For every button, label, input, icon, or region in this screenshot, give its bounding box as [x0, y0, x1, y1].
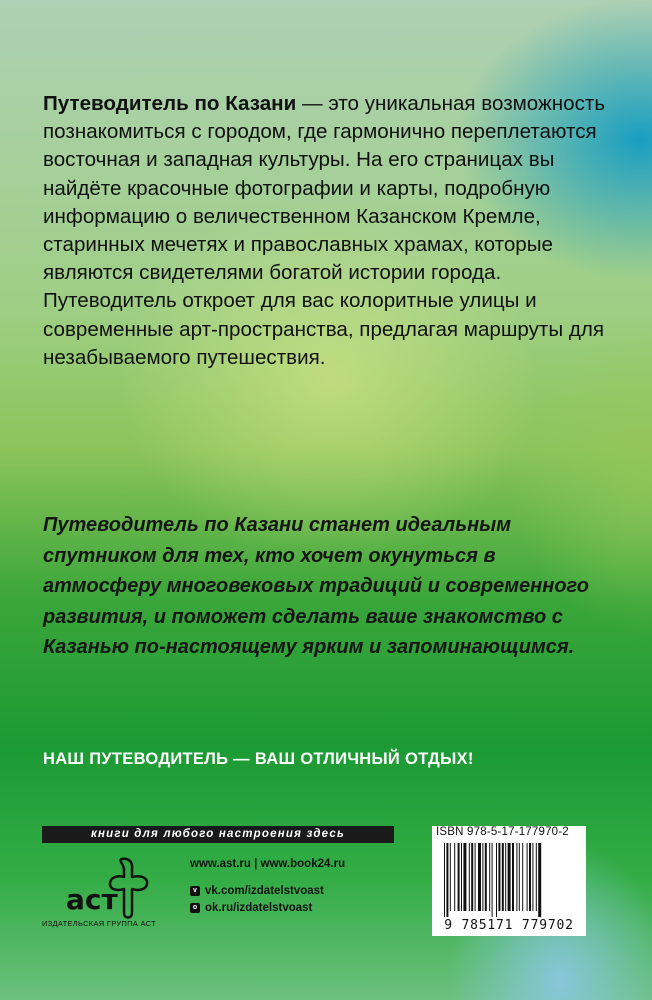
barcode-bar	[512, 843, 514, 911]
vk-icon: v	[190, 886, 200, 896]
barcode-bar	[492, 843, 493, 917]
barcode-bar	[519, 843, 520, 911]
barcode-bar	[505, 843, 506, 911]
barcode-bar	[461, 843, 462, 911]
tagline-bar: книги для любого настроения здесь	[42, 826, 394, 843]
slogan: НАШ ПУТЕВОДИТЕЛЬ — ВАШ ОТЛИЧНЫЙ ОТДЫХ!	[43, 750, 474, 768]
barcode-bar	[502, 843, 504, 911]
barcode-bar	[498, 843, 500, 911]
barcode-bar	[446, 843, 448, 917]
barcode-bar	[508, 843, 511, 911]
intro-text: — это уникальная возможность познакомиться с городом, где гармонично переплетаются восточная и западная культуры. На его страницах вы найдёте красочные фотографии и карты, подробную информацию о величественном Казанском Кремле, старинных мечетях и православных храмах, которые являются свидетелями богатой истории города. Путеводитель откроет для вас колоритные улицы и современные арт-пространства, предлагая маршруты для незабываемого путешествия.	[43, 92, 606, 369]
barcode-bar	[529, 843, 531, 911]
ok-link-text: ok.ru/izdatelstvoast	[205, 901, 313, 914]
barcode-bar	[489, 843, 490, 911]
ok-link[interactable]	[190, 899, 345, 916]
website-links[interactable]: www.ast.ru | www.book24.ru	[190, 858, 346, 870]
ok-icon: o	[190, 903, 200, 913]
barcode-bar	[458, 843, 460, 911]
barcode-bar	[538, 843, 541, 917]
publisher-links	[190, 858, 345, 916]
barcode-bar	[454, 843, 455, 911]
intro-paragraph	[43, 90, 613, 372]
barcode-bar	[444, 843, 445, 917]
barcode-bar	[516, 843, 517, 911]
barcode-bar	[496, 843, 497, 917]
barcode-icon	[442, 843, 576, 917]
isbn-label: ISBN 978-5-17-177970-2	[436, 826, 569, 838]
vk-link-text: vk.com/izdatelstvoast	[205, 884, 324, 897]
barcode-bar	[471, 843, 473, 911]
barcode-bar	[532, 843, 533, 911]
barcode-bar	[527, 843, 528, 911]
vk-link[interactable]	[190, 882, 345, 899]
italic-paragraph: Путеводитель по Казани станет идеальным спутником для тех, кто хочет окунуться в атмосферу многовековых традиций и современного развития, и поможет сделать ваше знакомство с Казанью по-настоящему ярким и запоминающимся.	[43, 514, 589, 658]
barcode-bar	[475, 843, 476, 911]
barcode-bar	[469, 843, 470, 911]
barcode-bar	[478, 843, 481, 911]
barcode-bar	[463, 843, 466, 911]
barcode-bar	[482, 843, 483, 911]
barcode-bar	[536, 843, 537, 911]
intro-bold-lead: Путеводитель по Казани	[43, 92, 297, 115]
barcode-bar	[450, 843, 451, 911]
isbn-digits: 9 785171 779702	[444, 918, 574, 933]
barcode-bar	[522, 843, 523, 911]
barcode-bar	[485, 843, 487, 911]
publisher-caption: ИЗДАТЕЛЬСКАЯ ГРУППА АСТ	[42, 919, 156, 928]
logo-text: аст	[66, 883, 118, 916]
barcode-box	[432, 826, 586, 936]
